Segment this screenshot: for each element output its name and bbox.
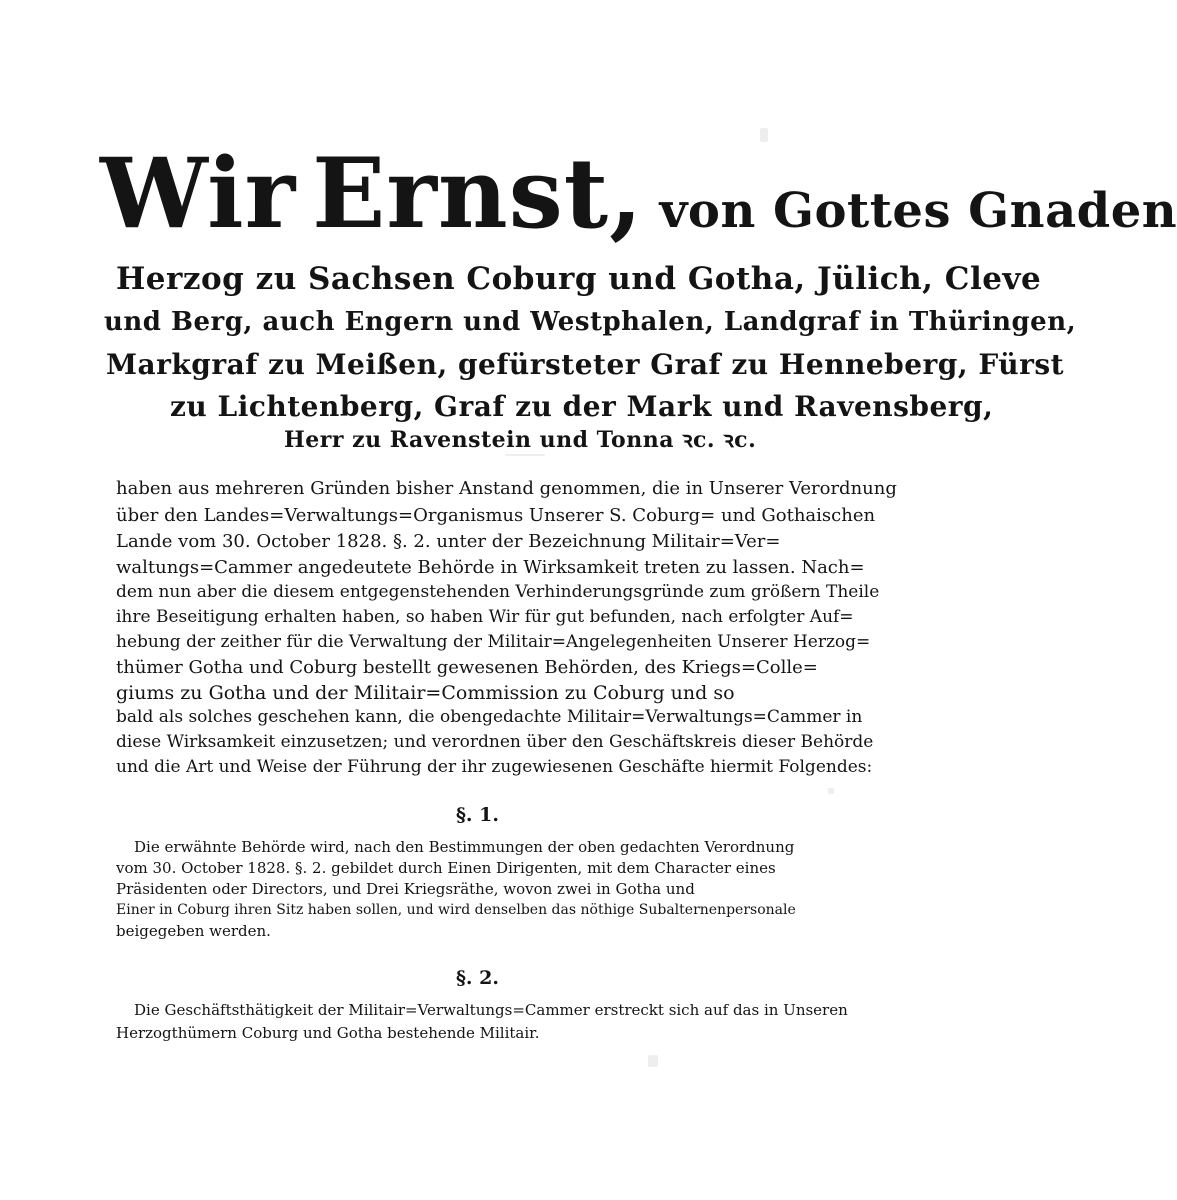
preamble-line: ihre Beseitigung erhalten haben, so haben Wir für gut befunden, nach erfolgter Auf=: [116, 607, 854, 627]
preamble-line: giums zu Gotha und der Militair=Commission zu Coburg und so: [116, 682, 735, 704]
section-1-line: Die erwähnte Behörde wird, nach den Bestimmungen der oben gedachten Verordnung: [134, 838, 795, 856]
preamble-line: Lande vom 30. October 1828. §. 2. unter der Bezeichnung Militair=Ver=: [116, 531, 781, 552]
preamble-line: haben aus mehreren Gründen bisher Anstand genommen, die in Unserer Verordnung: [116, 478, 897, 499]
section-1-line: vom 30. October 1828. §. 2. gebildet durch Einen Dirigenten, mit dem Character eines: [116, 859, 776, 877]
section-2-line: Herzogthümern Coburg und Gotha bestehende Militair.: [116, 1024, 540, 1042]
preamble-line: hebung der zeither für die Verwaltung der Militair=Angelegenheiten Unserer Herzog=: [116, 632, 871, 652]
document-title: [100, 137, 1177, 250]
preamble-line: diese Wirksamkeit einzusetzen; und verordnen über den Geschäftskreis dieser Behörde: [116, 732, 874, 752]
preamble-line: dem nun aber die diesem entgegenstehenden Verhinderungsgründe zum größern Theile: [116, 582, 880, 602]
title-line-1: Herzog zu Sachsen Coburg und Gotha, Jülich, Cleve: [116, 261, 1042, 297]
scan-speck: [828, 788, 834, 794]
title-line-2: und Berg, auch Engern und Westphalen, Landgraf in Thüringen,: [104, 307, 1077, 337]
section-1-line: beigegeben werden.: [116, 922, 271, 940]
title-wir: Wir: [100, 137, 297, 250]
preamble-line: über den Landes=Verwaltungs=Organismus Unserer S. Coburg= und Gothaischen: [116, 505, 876, 526]
section-2-line: Die Geschäftsthätigkeit der Militair=Verwaltungs=Cammer erstreckt sich auf das in Unseren: [134, 1001, 848, 1019]
title-line-3: Markgraf zu Meißen, gefürsteter Graf zu Henneberg, Fürst: [106, 348, 1065, 381]
scan-speck: [505, 454, 545, 456]
title-ernst: Ernst,: [312, 137, 644, 250]
scan-speck: [760, 128, 768, 142]
section-1-heading: §. 1.: [456, 804, 500, 826]
preamble-line: thümer Gotha und Coburg bestellt gewesenen Behörden, des Kriegs=Colle=: [116, 657, 818, 678]
section-2-heading: §. 2.: [456, 967, 500, 989]
section-1-line: Präsidenten oder Directors, und Drei Kriegsräthe, wovon zwei in Gotha und: [116, 880, 695, 898]
preamble-line: waltungs=Cammer angedeutete Behörde in Wirksamkeit treten zu lassen. Nach=: [116, 557, 865, 578]
preamble-line: und die Art und Weise der Führung der ihr zugewiesenen Geschäfte hiermit Folgendes:: [116, 757, 873, 777]
section-1-line: Einer in Coburg ihren Sitz haben sollen, und wird denselben das nöthige Subalternenpersonale: [116, 902, 796, 918]
title-line-5: Herr zu Ravenstein und Tonna ꝛc. ꝛc.: [284, 427, 757, 453]
preamble-line: bald als solches geschehen kann, die obengedachte Militair=Verwaltungs=Cammer in: [116, 707, 863, 727]
title-gnaden: von Gottes Gnaden: [659, 183, 1177, 239]
title-line-4: zu Lichtenberg, Graf zu der Mark und Ravensberg,: [170, 390, 994, 423]
scan-speck: [648, 1055, 658, 1067]
